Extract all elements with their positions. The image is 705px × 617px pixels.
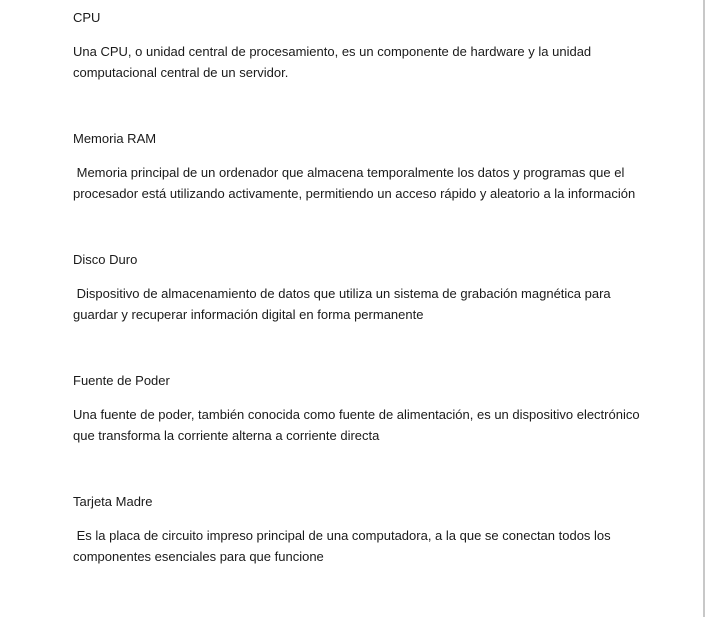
document-content <box>73 9 643 614</box>
section-paragraph: Una fuente de poder, también conocida como fuente de alimentación, es un dispositivo electrónico que transforma la corriente alterna a corriente directa <box>73 407 640 443</box>
section-disco-duro <box>73 251 643 325</box>
section-tarjeta-madre <box>73 493 643 567</box>
section-heading: Fuente de Poder <box>73 373 170 388</box>
section-paragraph: Es la placa de circuito impreso principal de una computadora, a la que se conectan todos los componentes esenciales para que funcione <box>73 528 615 564</box>
section-heading: Tarjeta Madre <box>73 494 153 509</box>
section-fuente-de-poder <box>73 372 643 446</box>
section-paragraph: Una CPU, o unidad central de procesamiento, es un componente de hardware y la unidad computacional central de un servidor. <box>73 44 592 80</box>
section-paragraph: Dispositivo de almacenamiento de datos que utiliza un sistema de grabación magnética para guardar y recuperar información digital en forma permanente <box>73 286 615 322</box>
section-memoria-ram <box>73 130 643 204</box>
section-heading: Memoria RAM <box>73 131 157 146</box>
section-heading: Disco Duro <box>73 252 138 267</box>
section-paragraph: Memoria principal de un ordenador que almacena temporalmente los datos y programas que el procesador está utilizando activamente, permitiendo un acceso rápido y aleatorio a la información <box>73 165 636 201</box>
section-cpu <box>73 9 643 83</box>
section-heading: CPU <box>73 10 101 25</box>
